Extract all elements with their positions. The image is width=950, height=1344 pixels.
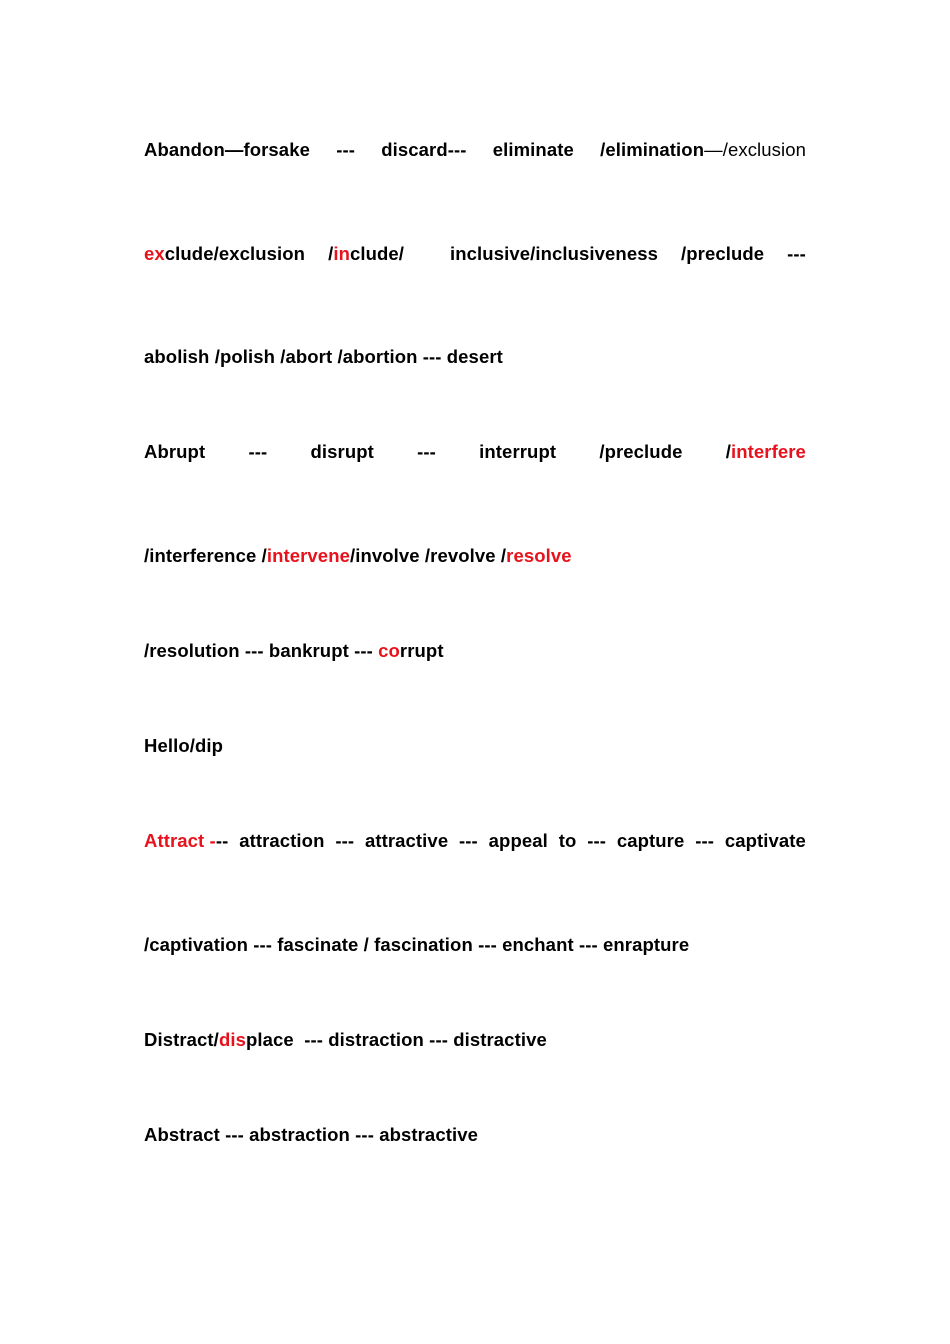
word	[144, 640, 444, 661]
word	[599, 440, 682, 464]
word	[144, 1124, 478, 1145]
text-line	[144, 242, 806, 266]
text-segment: /	[725, 441, 731, 462]
word	[328, 242, 404, 266]
text-segment: Abandon—forsake	[144, 139, 310, 160]
word	[365, 829, 448, 853]
text-segment: clude/	[349, 243, 405, 264]
text-segment: attraction	[239, 830, 325, 851]
word	[479, 440, 556, 464]
text-segment: interrupt	[479, 441, 557, 462]
word	[311, 440, 374, 464]
text-segment: ---	[787, 243, 806, 264]
word	[336, 138, 355, 162]
highlighted-text: Attract -	[144, 830, 216, 851]
text-segment: ---	[587, 830, 606, 851]
text-segment: rrupt	[399, 640, 444, 661]
word	[239, 829, 324, 853]
text-segment: discard---	[381, 139, 467, 160]
text-line	[144, 544, 806, 568]
highlighted-text: resolve	[506, 545, 572, 566]
word	[559, 829, 577, 853]
text-segment: to	[558, 830, 577, 851]
text-segment: /preclude	[599, 441, 683, 462]
text-segment: /involve /revolve /	[350, 545, 507, 566]
highlighted-text: ex	[144, 243, 165, 264]
word	[144, 735, 223, 756]
text-segment: eliminate	[492, 139, 574, 160]
text-segment: Hello/dip	[144, 735, 224, 756]
word	[493, 138, 574, 162]
word	[459, 829, 478, 853]
word	[695, 829, 714, 853]
text-segment: ---	[459, 830, 478, 851]
text-segment: ---	[695, 830, 714, 851]
text-segment: appeal	[488, 830, 548, 851]
text-line	[144, 639, 806, 663]
text-line	[144, 138, 806, 162]
highlighted-text: in	[333, 243, 350, 264]
text-segment: /captivation --- fascinate / fascination --- enchant --- enrapture	[144, 934, 690, 955]
text-segment: Abrupt	[144, 441, 206, 462]
text-segment: attractive	[364, 830, 449, 851]
text-segment: captivate	[724, 830, 806, 851]
word	[335, 829, 354, 853]
word	[144, 829, 228, 853]
text-segment: ---	[335, 830, 355, 851]
word	[144, 440, 205, 464]
highlighted-text: dis	[218, 1029, 246, 1050]
word	[600, 138, 806, 162]
text-line	[144, 1028, 806, 1052]
word	[248, 440, 267, 464]
text-segment: disrupt	[310, 441, 374, 462]
text-segment: Distract/	[144, 1029, 219, 1050]
text-segment: /	[328, 243, 334, 264]
text-segment: —/exclusion	[704, 139, 806, 160]
text-segment: ---	[248, 441, 268, 462]
text-segment: /resolution --- bankrupt ---	[144, 640, 379, 661]
text-segment: capture	[616, 830, 685, 851]
highlighted-text: intervene	[266, 545, 350, 566]
text-segment: --	[215, 830, 229, 851]
word	[617, 829, 685, 853]
text-line	[144, 440, 806, 464]
word	[681, 242, 764, 266]
text-segment: /elimination	[600, 139, 705, 160]
highlighted-text: co	[378, 640, 400, 661]
word	[144, 242, 305, 266]
word	[417, 440, 436, 464]
word	[450, 242, 658, 266]
word	[144, 346, 503, 367]
text-line	[144, 933, 806, 957]
text-segment: Abstract --- abstraction --- abstractive	[144, 1124, 478, 1145]
text-segment: /interference /	[144, 545, 267, 566]
word	[489, 829, 548, 853]
text-segment: ---	[417, 441, 436, 462]
text-segment: clude/exclusion	[164, 243, 306, 264]
text-segment: ---	[336, 139, 355, 160]
text-segment: /preclude	[681, 243, 765, 264]
text-line	[144, 734, 806, 758]
word	[381, 138, 466, 162]
text-segment: inclusive/inclusiveness	[450, 243, 658, 264]
word	[725, 829, 806, 853]
text-segment: place --- distraction --- distractive	[245, 1029, 547, 1050]
word	[144, 545, 572, 566]
text-line	[144, 1123, 806, 1147]
text-segment: abolish /polish /abort /abortion --- desert	[144, 346, 503, 367]
word	[144, 934, 689, 955]
text-line	[144, 345, 806, 369]
text-line	[144, 829, 806, 853]
word	[144, 138, 310, 162]
word	[144, 1029, 547, 1050]
word	[787, 242, 806, 266]
word	[726, 440, 806, 464]
highlighted-text: interfere	[730, 441, 806, 462]
word	[587, 829, 606, 853]
